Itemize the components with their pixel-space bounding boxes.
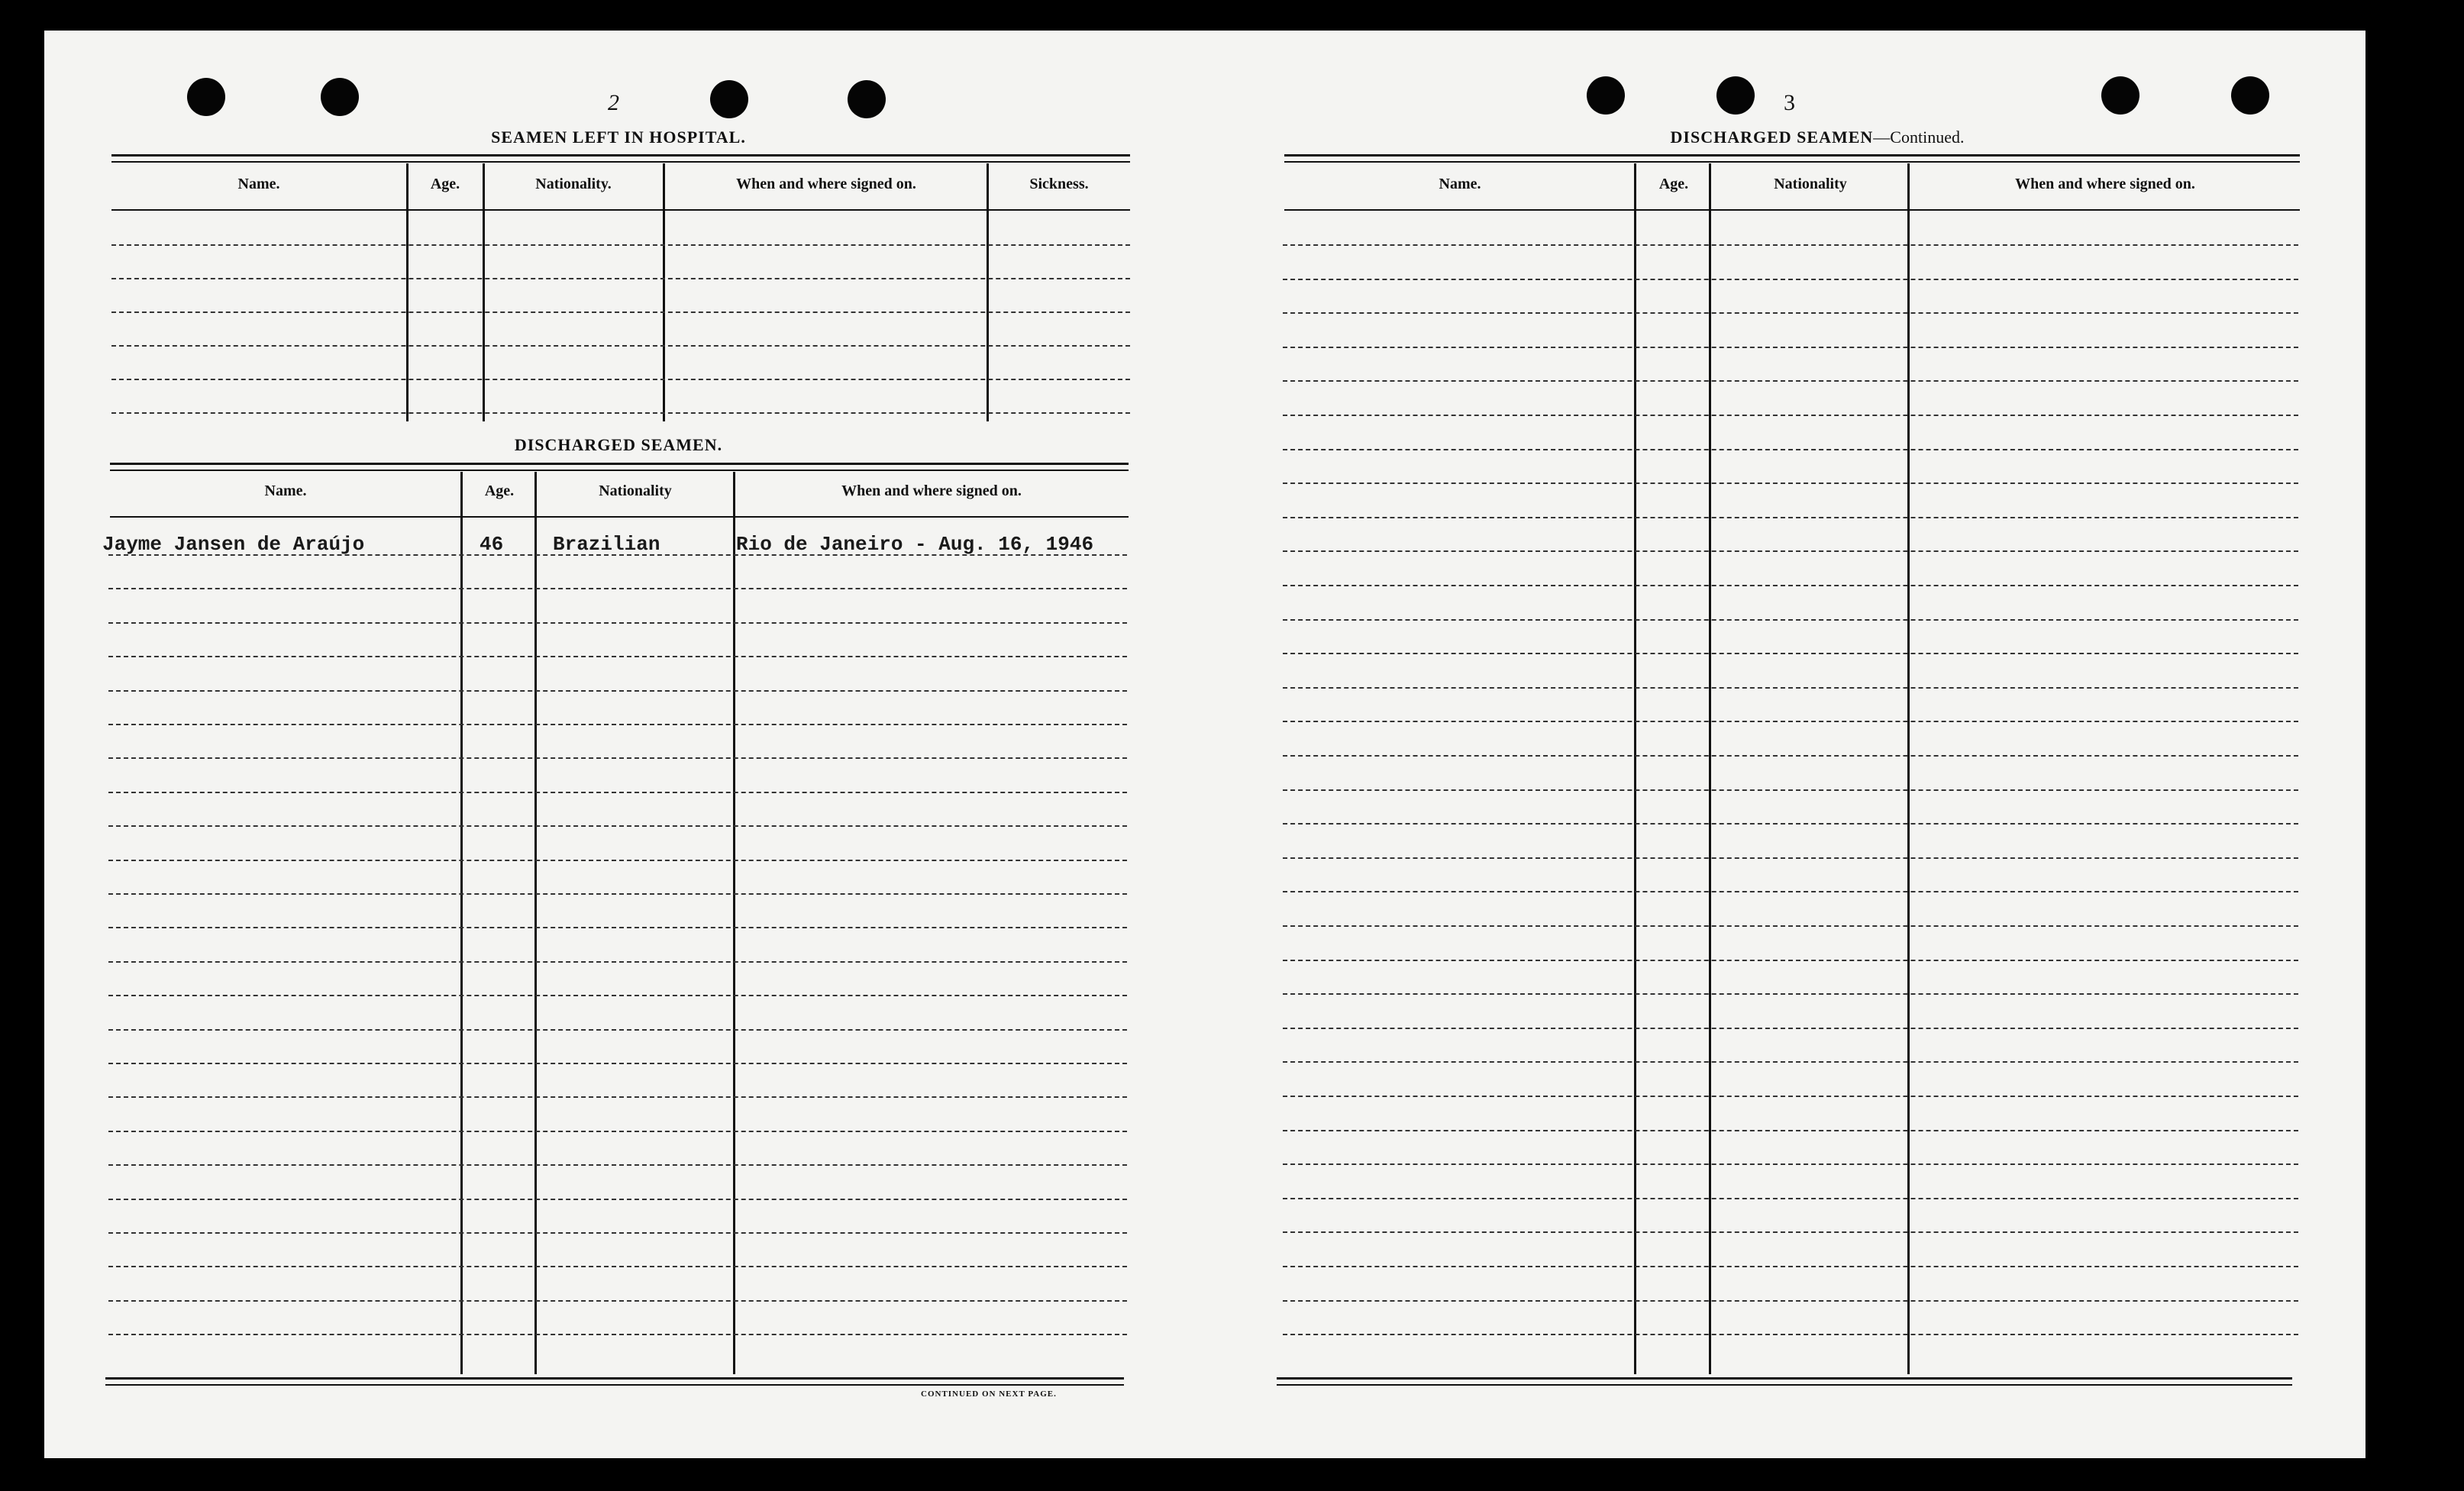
seaman-age: 46 xyxy=(480,533,504,556)
ruled-row-line xyxy=(1283,653,2298,654)
hospital-row-line xyxy=(111,412,1130,414)
hospital-divider-2 xyxy=(483,163,485,421)
hospital-section-title: SEAMEN LEFT IN HOSPITAL. xyxy=(491,127,746,147)
ruled-row-line xyxy=(1283,823,2298,825)
right-title-main: DISCHARGED SEAMEN xyxy=(1670,127,1874,147)
ruled-row-line xyxy=(1283,960,2298,961)
right-divider-1 xyxy=(1634,163,1636,1374)
ruled-row-line xyxy=(108,1199,1127,1200)
ruled-row-line xyxy=(108,860,1127,861)
ruled-row-line xyxy=(1283,1198,2298,1199)
ruled-row-line xyxy=(1283,789,2298,791)
page-number-left: 2 xyxy=(608,90,619,115)
ruled-row-line xyxy=(108,1029,1127,1031)
right-col-name: Name. xyxy=(1439,176,1481,192)
ruled-row-line xyxy=(1283,1028,2298,1029)
punch-hole-1 xyxy=(187,78,225,116)
ruled-row-line xyxy=(1283,585,2298,586)
discharged-divider-1 xyxy=(460,472,463,1374)
punch-hole-2 xyxy=(321,78,359,116)
ruled-row-line xyxy=(108,724,1127,725)
ruled-row-line xyxy=(108,1131,1127,1132)
ruled-row-line xyxy=(108,825,1127,827)
ruled-row-line xyxy=(1283,347,2298,348)
ruled-row-line xyxy=(1283,449,2298,450)
ruled-row-line xyxy=(108,622,1127,624)
discharged-col-signed-on: When and where signed on. xyxy=(841,482,1022,499)
ruled-row-line xyxy=(1283,1096,2298,1097)
ruled-row-line xyxy=(108,961,1127,963)
ruled-row-line xyxy=(1283,687,2298,689)
left-bottom-rule xyxy=(105,1377,1124,1386)
ruled-row-line xyxy=(1283,619,2298,621)
ruled-row-line xyxy=(1283,517,2298,518)
ruled-row-line xyxy=(1283,721,2298,722)
discharged-header-rule xyxy=(110,516,1129,518)
punch-hole-6 xyxy=(1716,76,1755,115)
right-title-suffix: —Continued. xyxy=(1873,127,1965,147)
right-col-nationality: Nationality xyxy=(1774,176,1847,192)
discharged-top-rule xyxy=(110,463,1129,471)
seaman-nationality: Brazilian xyxy=(553,533,660,556)
hospital-col-nationality: Nationality. xyxy=(535,176,612,192)
ruled-row-line xyxy=(1283,1300,2298,1302)
ruled-row-line xyxy=(1283,380,2298,382)
ruled-row-line xyxy=(1283,1163,2298,1165)
punch-hole-7 xyxy=(2101,76,2139,115)
right-col-age: Age. xyxy=(1658,176,1689,192)
ruled-row-line xyxy=(1283,857,2298,859)
ruled-row-line xyxy=(1283,415,2298,416)
hospital-row-line xyxy=(111,379,1130,380)
hospital-divider-3 xyxy=(663,163,665,421)
ruled-row-line xyxy=(1283,244,2298,246)
ruled-row-line xyxy=(1283,1334,2298,1335)
hospital-header-rule xyxy=(111,209,1130,211)
ruled-row-line xyxy=(108,893,1127,895)
ruled-row-line xyxy=(108,1096,1127,1098)
ruled-row-line xyxy=(1283,1231,2298,1233)
seaman-signed-on: Rio de Janeiro - Aug. 16, 1946 xyxy=(736,533,1094,556)
ruled-row-line xyxy=(1283,1061,2298,1063)
ruled-row-line xyxy=(108,1334,1127,1335)
hospital-row-line xyxy=(111,345,1130,347)
hospital-row-line xyxy=(111,311,1130,313)
ruled-row-line xyxy=(1283,755,2298,757)
ruled-row-line xyxy=(1283,482,2298,484)
discharged-section-title: DISCHARGED SEAMEN. xyxy=(514,435,723,454)
ruled-row-line xyxy=(1283,279,2298,280)
hospital-col-sickness: Sickness. xyxy=(1029,176,1089,192)
ruled-row-line xyxy=(1283,891,2298,892)
ruled-row-line xyxy=(108,1232,1127,1234)
ruled-row-line xyxy=(108,1063,1127,1064)
right-top-rule xyxy=(1284,154,2300,163)
hospital-row-line xyxy=(111,244,1130,246)
right-section-title xyxy=(1588,127,2046,147)
ruled-row-line xyxy=(1283,925,2298,927)
right-col-signed-on: When and where signed on. xyxy=(2015,176,2195,192)
ruled-row-line xyxy=(108,1266,1127,1267)
discharged-divider-3 xyxy=(733,472,735,1374)
hospital-col-name: Name. xyxy=(237,176,280,192)
ruled-row-line xyxy=(1283,550,2298,552)
hospital-top-rule xyxy=(111,154,1130,163)
right-header-rule xyxy=(1284,209,2300,211)
ruled-row-line xyxy=(1283,993,2298,995)
ruled-row-line xyxy=(108,1164,1127,1166)
ruled-row-line xyxy=(108,690,1127,692)
discharged-divider-2 xyxy=(534,472,537,1374)
page-number-right: 3 xyxy=(1784,90,1795,115)
discharged-col-age: Age. xyxy=(484,482,515,499)
hospital-col-signed-on: When and where signed on. xyxy=(736,176,916,192)
hospital-divider-1 xyxy=(406,163,409,421)
hospital-row-line xyxy=(111,278,1130,279)
punch-hole-5 xyxy=(1587,76,1625,115)
ruled-row-line xyxy=(108,757,1127,759)
discharged-col-name: Name. xyxy=(264,482,307,499)
ruled-row-line xyxy=(108,656,1127,657)
ruled-row-line xyxy=(108,1300,1127,1302)
ruled-row-line xyxy=(1283,1130,2298,1131)
right-bottom-rule xyxy=(1277,1377,2292,1386)
punch-hole-8 xyxy=(2231,76,2269,115)
ruled-row-line xyxy=(108,792,1127,793)
hospital-col-age: Age. xyxy=(430,176,460,192)
punch-hole-4 xyxy=(848,80,886,118)
discharged-col-nationality: Nationality xyxy=(599,482,672,499)
ruled-row-line xyxy=(1283,312,2298,314)
right-divider-2 xyxy=(1709,163,1711,1374)
hospital-divider-4 xyxy=(987,163,989,421)
ruled-row-line xyxy=(108,554,1127,556)
ruled-row-line xyxy=(1283,1266,2298,1267)
right-divider-3 xyxy=(1907,163,1910,1374)
ruled-row-line xyxy=(108,927,1127,928)
ruled-row-line xyxy=(108,588,1127,589)
ruled-row-line xyxy=(108,995,1127,996)
punch-hole-3 xyxy=(710,80,748,118)
continued-note: CONTINUED ON NEXT PAGE. xyxy=(921,1389,1057,1399)
seaman-name: Jayme Jansen de Araújo xyxy=(102,533,365,556)
